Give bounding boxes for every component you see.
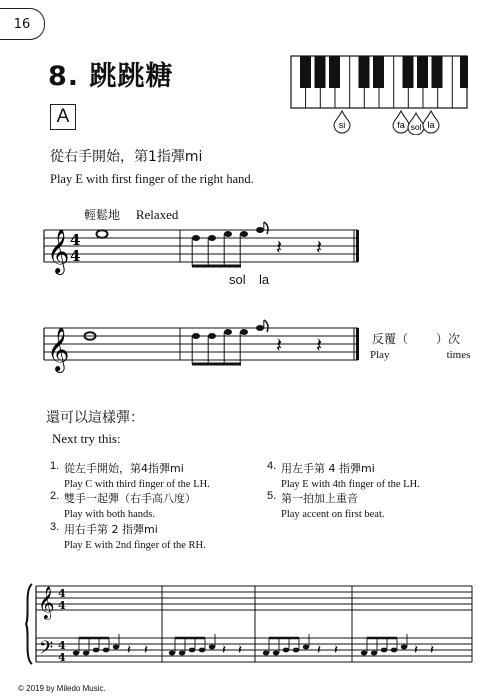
key-marker-fa [393,111,409,133]
svg-text:𝄽: 𝄽 [222,643,226,658]
whole-note [97,230,108,238]
repeat-zh [372,330,460,347]
eighth-notes [192,325,264,339]
quarter-rest: 𝄽 [276,235,283,259]
repeat-zh-prefix: 反覆（ [372,332,409,346]
step-zh: 第一拍加上重音 [281,492,358,505]
section-badge: A [50,104,76,130]
step-en: Play E with 4th finger of the LH. [281,479,420,490]
quarter-rest: 𝄽 [316,235,323,259]
time-sig-top: 4 [70,231,81,249]
svg-text:𝄽: 𝄽 [414,643,418,658]
svg-text:𝄽: 𝄽 [430,643,434,658]
step-number: 3. [50,521,60,533]
svg-text:4: 4 [58,639,66,652]
step-zh: 雙手一起彈（右手高八度） [64,492,196,505]
svg-text:fa: fa [397,120,405,130]
staff-lines [44,230,358,262]
repeat-en [370,349,470,361]
key-marker-si [334,111,350,133]
step-zh: 用右手第 2 指彈mi [64,523,158,536]
note [208,235,216,241]
time-sig: 4 [58,587,66,600]
treble-clef: 𝄞 [47,327,70,371]
step-4 [267,460,420,490]
step-number: 4. [267,460,277,472]
bass-clef: 𝄢 [39,638,54,663]
staff-2 [40,318,360,374]
svg-text:𝄽: 𝄽 [238,643,242,658]
flag [264,222,268,234]
repeat-zh-suffix: ）次 [436,332,461,346]
step-zh: 從左手開始，第4指彈mi [64,462,184,475]
step-1 [50,460,210,490]
note [224,231,232,237]
repeat-en-prefix: Play [370,349,390,361]
step-number: 2. [50,490,60,502]
svg-text:𝄽: 𝄽 [317,643,321,658]
step-en: Play accent on first beat. [281,509,385,520]
page-number: 16 [0,8,45,40]
svg-text:si: si [338,120,346,130]
quarter-rest: 𝄽 [276,333,283,357]
treble-lines [36,586,472,610]
step-en: Play C with third finger of the LH. [64,479,210,490]
step-zh: 用左手第 4 指彈mi [281,462,375,475]
tempo-zh: 輕鬆地 [84,208,121,222]
svg-text:𝄽: 𝄽 [144,643,148,658]
step-number: 5. [267,490,277,502]
note [256,227,264,233]
svg-text:sol: sol [410,122,422,132]
step-5 [267,490,385,520]
step-en: Play with both hands. [64,509,155,520]
note [192,235,200,241]
next-heading-en: Next try this: [52,431,121,446]
repeat-en-suffix: times [446,349,471,361]
step-2 [50,490,196,520]
instruction-en: Play E with first finger of the right hand. [50,172,254,186]
step-3 [50,521,206,551]
copyright: © 2019 by Miledo Music. [18,684,106,693]
stems [192,222,264,266]
keyboard-illustration [290,55,468,135]
key-marker-la [423,111,439,133]
instruction-zh: 從右手開始，第1指彈mi [50,149,203,165]
step-en: Play E with 2nd finger of the RH. [64,540,206,551]
treble-clef: 𝄞 [38,586,55,619]
svg-text:𝄽: 𝄽 [127,643,131,658]
svg-text:4: 4 [58,651,66,664]
step-number: 1. [50,460,60,472]
grand-staff [24,580,474,670]
treble-clef: 𝄞 [47,229,70,273]
staff-1 [40,220,360,276]
time-sig-bottom: 4 [70,247,81,265]
tempo-en: Relaxed [135,207,179,222]
key-marker-sol [408,113,424,135]
solfege-la: la [259,272,270,287]
quarter-rest: 𝄽 [316,333,323,357]
note [240,231,248,237]
svg-text:4: 4 [58,599,66,612]
svg-text:la: la [427,120,435,130]
next-heading-zh: 還可以這樣彈： [46,410,144,426]
lesson-title: 8. 跳跳糖 [48,61,174,92]
eighth-notes [192,227,264,241]
brace [26,584,32,664]
solfege-sol: sol [229,272,246,287]
svg-text:𝄽: 𝄽 [334,643,338,658]
